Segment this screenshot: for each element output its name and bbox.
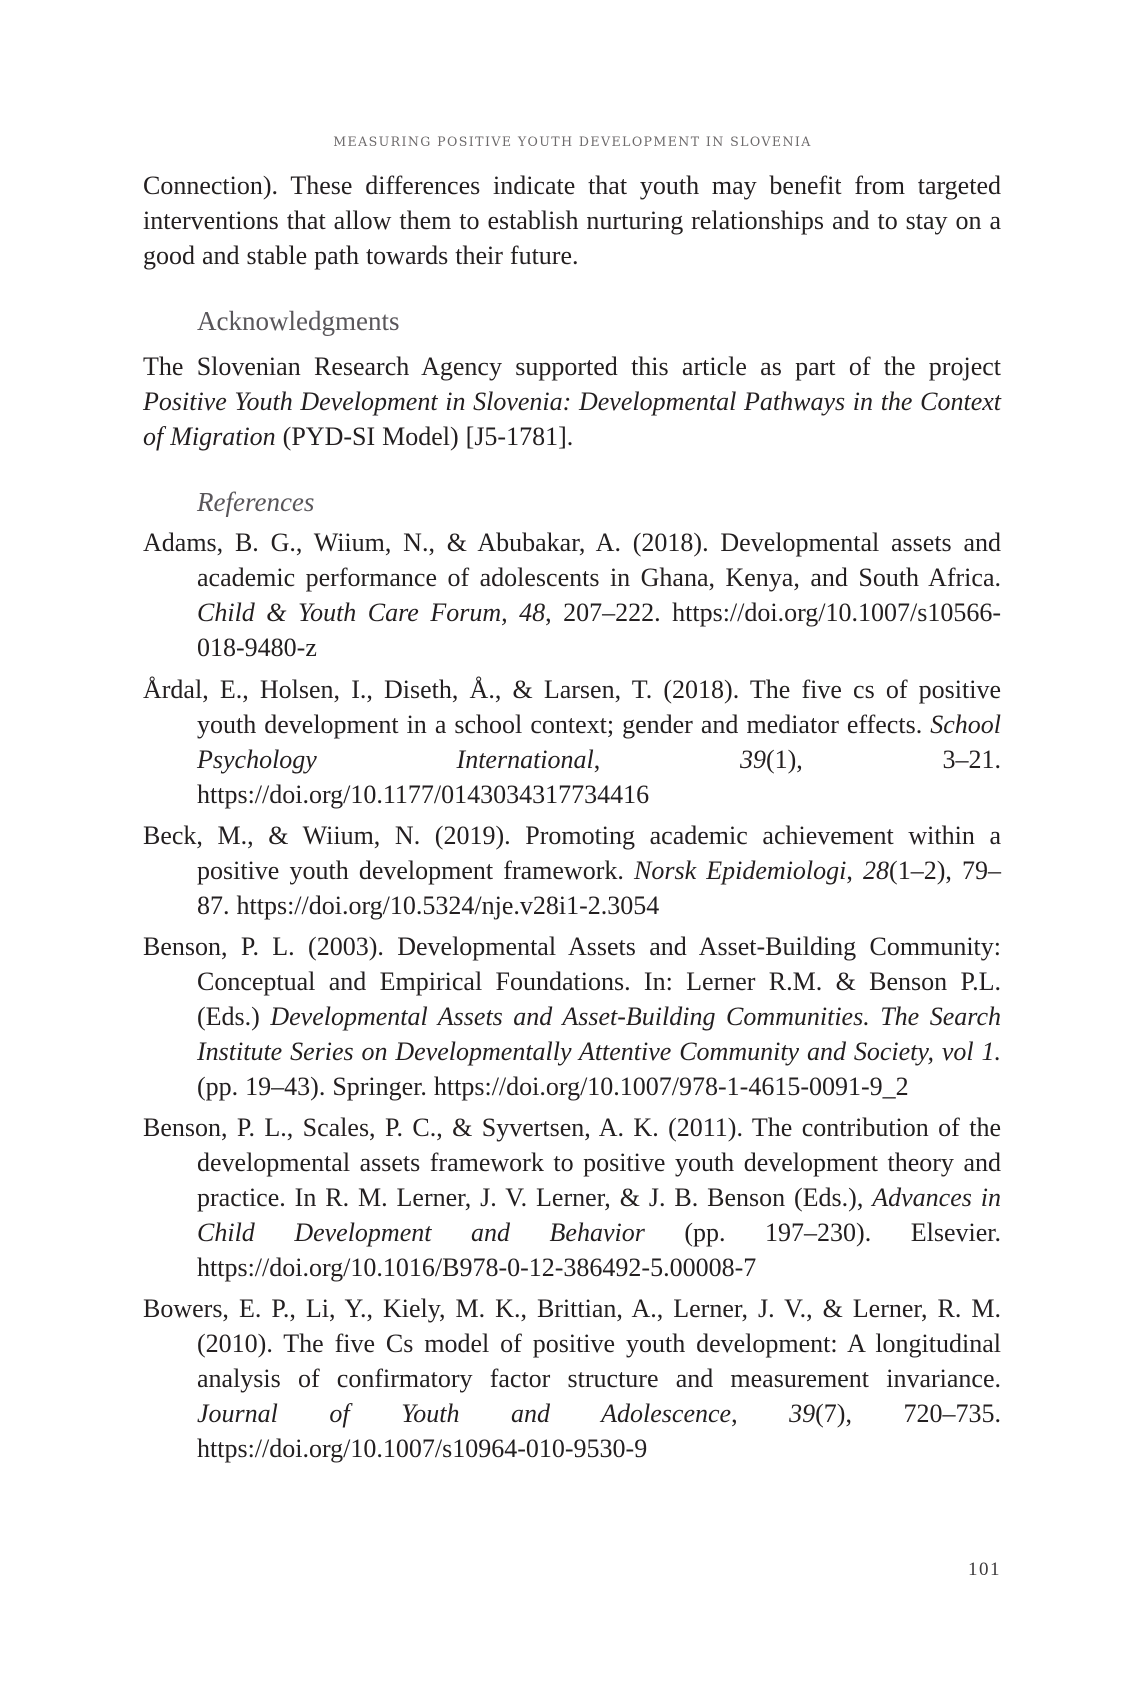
ref-text: (1), 3–21. https://doi.org/10.1177/0143034317734416 (197, 745, 1001, 809)
ref-volume: 39 (789, 1399, 816, 1428)
ref-text: , (846, 856, 864, 885)
ref-source: Child & Youth Care Forum, 48 (197, 598, 546, 627)
ref-source: Journal of Youth and Adolescence (197, 1399, 732, 1428)
ref-text: Benson, P. L., Scales, P. C., & Syvertsen, A. K. (2011). The contribution of the developmental assets framework to positive youth development theory and practice. In R. M. Lerner, J. V. Lerner, & J. B. Benson (Eds.), (143, 1113, 1001, 1212)
page-number: 101 (968, 1559, 1001, 1580)
ack-text-after: (PYD-SI Model) [J5-1781]. (275, 422, 574, 451)
running-head: MEASURING POSITIVE YOUTH DEVELOPMENT IN SLOVENIA (333, 134, 812, 149)
ref-source: Developmental Assets and Asset-Building Communities. The Search Institute Series on Developmentally Attentive Community and Society, vol 1. (197, 1002, 1001, 1066)
references-heading: References (197, 487, 315, 517)
acknowledgments-text (143, 349, 1001, 454)
reference-item (143, 672, 1001, 812)
ref-source: Norsk Epidemiologi (634, 856, 847, 885)
ref-source: School Psychology International (197, 710, 1001, 774)
ref-text: (7), 720–735. https://doi.org/10.1007/s10964-010-9530-9 (197, 1399, 1002, 1463)
ref-text: (1–2), 79–87. https://doi.org/10.5324/nje.v28i1-2.3054 (197, 856, 1001, 920)
ref-text: Adams, B. G., Wiium, N., & Abubakar, A. (2018). Developmental assets and academic performance of adolescents in Ghana, Kenya, and South Africa. (143, 528, 1001, 592)
ref-text: , (593, 745, 740, 774)
reference-item (143, 1110, 1001, 1285)
ref-text: Årdal, E., Holsen, I., Diseth, Å., & Larsen, T. (2018). The five cs of positive youth development in a school context; gender and mediator effects. (143, 675, 1001, 739)
reference-item (143, 1291, 1001, 1466)
ref-volume: 28 (863, 856, 890, 885)
ref-volume: 39 (739, 745, 766, 774)
ref-text: (pp. 19–43). Springer. https://doi.org/10.1007/978-1-4615-0091-9_2 (197, 1072, 909, 1101)
reference-item (143, 525, 1001, 665)
ref-text: , (731, 1399, 790, 1428)
ref-text: Benson, P. L. (2003). Developmental Assets and Asset-Building Community: Conceptual and Empirical Foundations. In: Lerner R.M. & Benson P.L. (Eds.) (143, 932, 1001, 1031)
ack-text-before: The Slovenian Research Agency supported this article as part of the project (143, 352, 1001, 381)
reference-item (143, 818, 1001, 923)
ack-project-title: Positive Youth Development in Slovenia: Developmental Pathways in the Context of Migration (143, 387, 1001, 451)
ref-text: (pp. 197–230). Elsevier. https://doi.org/10.1016/B978-0-12-386492-5.00008-7 (197, 1218, 1001, 1282)
acknowledgments-heading: Acknowledgments (197, 306, 400, 336)
ref-text: , 207–222. https://doi.org/10.1007/s10566-018-9480-z (197, 598, 1001, 662)
intro-paragraph: Connection). These differences indicate that youth may benefit from targeted interventions that allow them to establish nurturing relationships and to stay on a good and stable path towards their future. (143, 171, 1001, 270)
ref-text: Bowers, E. P., Li, Y., Kiely, M. K., Brittian, A., Lerner, J. V., & Lerner, R. M. (2010). The five Cs model of positive youth development: A longitudinal analysis of confirmatory factor structure and measurement invariance. (143, 1294, 1001, 1393)
ref-text: Beck, M., & Wiium, N. (2019). Promoting academic achievement within a positive youth development framework. (143, 821, 1001, 885)
reference-item (143, 929, 1001, 1104)
ref-source: Advances in Child Development and Behavior (197, 1183, 1002, 1247)
